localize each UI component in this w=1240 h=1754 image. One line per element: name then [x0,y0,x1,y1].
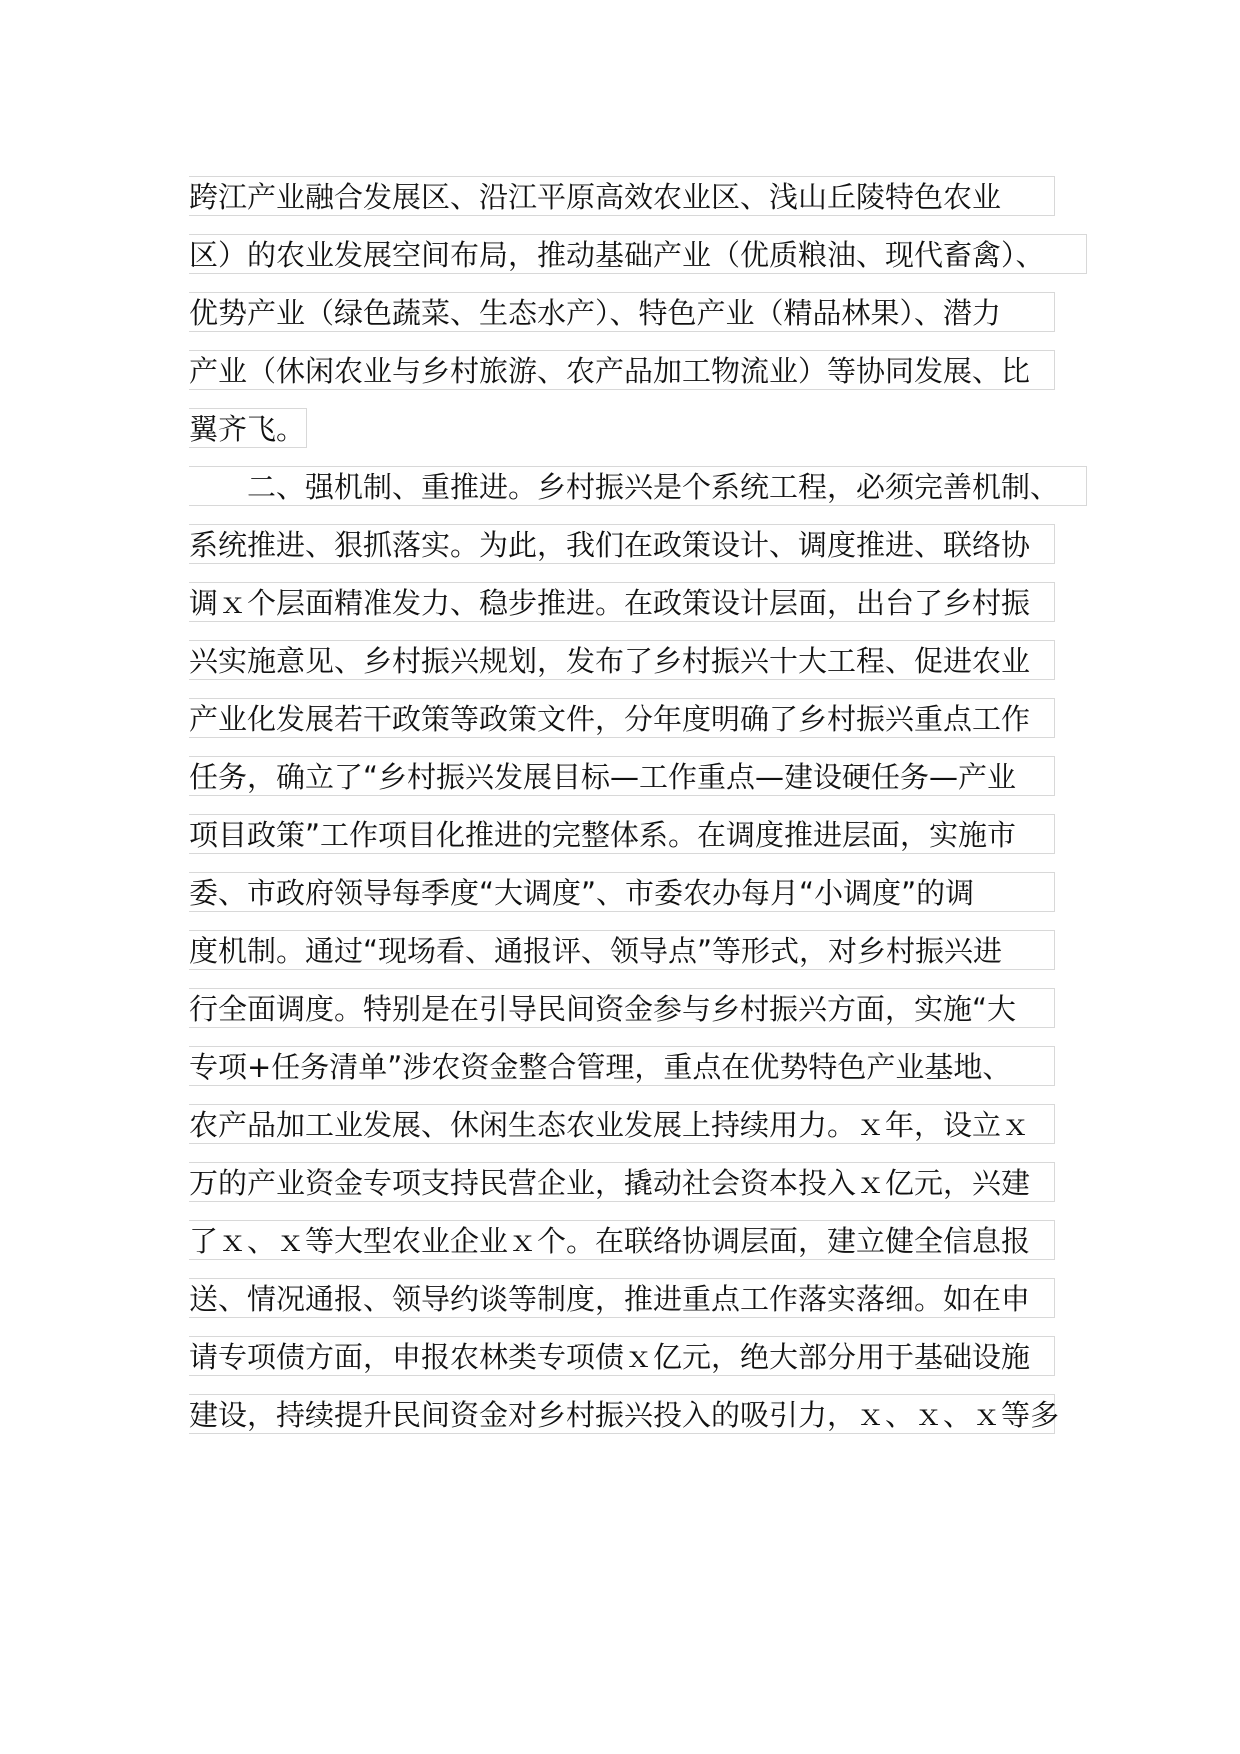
text-line-12: 项目政策”工作项目化推进的完整体系。在调度推进层面，实施市 [189,814,1055,854]
text-line-18: 万的产业资金专项支持民营企业，撬动社会资本投入ｘ亿元，兴建 [189,1162,1055,1202]
text-line-21: 请专项债方面，申报农林类专项债ｘ亿元，绝大部分用于基础设施 [189,1336,1055,1376]
text-line-4: 产业（休闲农业与乡村旅游、农产品加工物流业）等协同发展、比 [189,350,1055,390]
text-line-20: 送、情况通报、领导约谈等制度，推进重点工作落实落细。如在申 [189,1278,1055,1318]
text-line-2: 区）的农业发展空间布局，推动基础产业（优质粮油、现代畜禽）、 [189,234,1087,274]
text-line-1: 跨江产业融合发展区、沿江平原高效农业区、浅山丘陵特色农业 [189,176,1055,216]
text-line-22: 建设，持续提升民间资金对乡村振兴投入的吸引力，ｘ、ｘ、ｘ等多 [189,1394,1055,1434]
text-line-11: 任务，确立了“乡村振兴发展目标—工作重点—建设硬任务—产业 [189,756,1055,796]
text-line-5: 翼齐飞。 [189,408,307,448]
text-line-17: 农产品加工业发展、休闲生态农业发展上持续用力。ｘ年，设立ｘ [189,1104,1055,1144]
text-line-13: 委、市政府领导每季度“大调度”、市委农办每月“小调度”的调 [189,872,1055,912]
text-line-16: 专项+任务清单”涉农资金整合管理，重点在优势特色产业基地、 [189,1046,1055,1086]
text-line-8: 调ｘ个层面精准发力、稳步推进。在政策设计层面，出台了乡村振 [189,582,1055,622]
text-line-7: 系统推进、狠抓落实。为此，我们在政策设计、调度推进、联络协 [189,524,1055,564]
text-line-9: 兴实施意见、乡村振兴规划，发布了乡村振兴十大工程、促进农业 [189,640,1055,680]
text-line-3: 优势产业（绿色蔬菜、生态水产）、特色产业（精品林果）、潜力 [189,292,1055,332]
text-line-10: 产业化发展若干政策等政策文件，分年度明确了乡村振兴重点工作 [189,698,1055,738]
text-line-14: 度机制。通过“现场看、通报评、领导点”等形式，对乡村振兴进 [189,930,1055,970]
text-line-6-section-heading: 二、强机制、重推进。乡村振兴是个系统工程，必须完善机制、 [189,466,1087,506]
text-line-15: 行全面调度。特别是在引导民间资金参与乡村振兴方面，实施“大 [189,988,1055,1028]
text-line-19: 了ｘ、ｘ等大型农业企业ｘ个。在联络协调层面，建立健全信息报 [189,1220,1055,1260]
